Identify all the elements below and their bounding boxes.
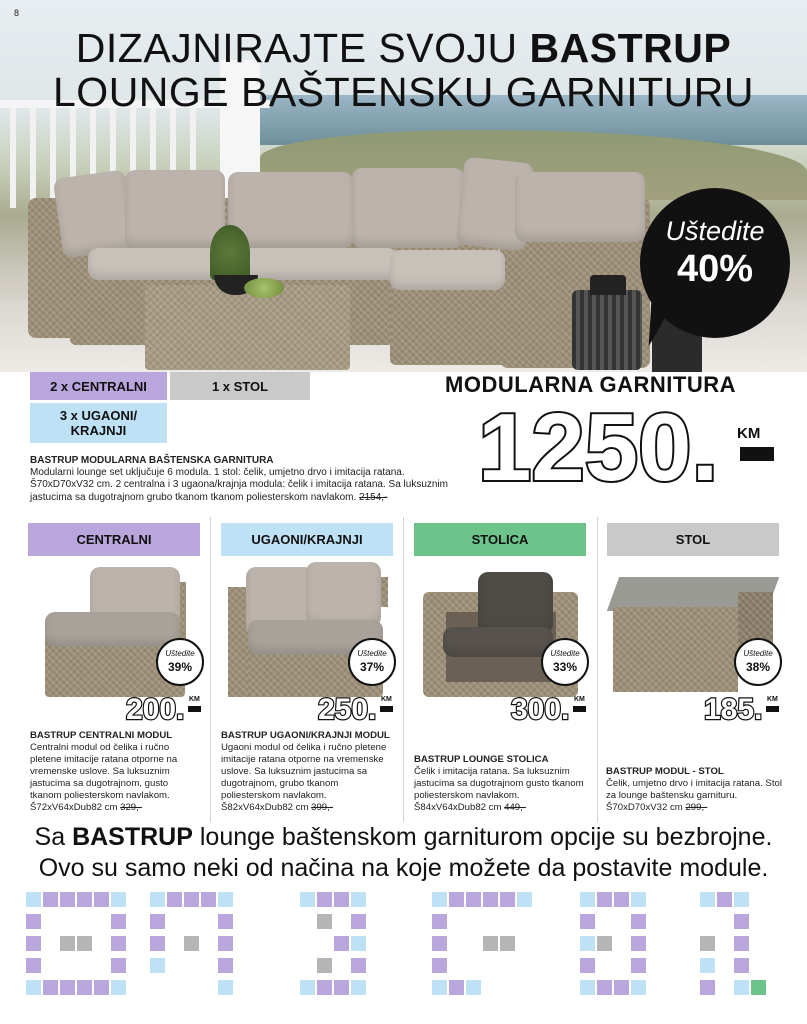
layout-tile — [734, 892, 749, 907]
layout-tile — [432, 892, 447, 907]
layout-tile — [580, 892, 595, 907]
layout-tile — [734, 958, 749, 973]
layout-tile — [334, 980, 349, 995]
bottom-tagline: Sa BASTRUP lounge baštenskom garniturom opcije su bezbrojne. Ovo su samo neki od načina na koje možete da postavite module. — [34, 823, 773, 882]
set-currency: KM — [737, 425, 761, 442]
product-header-stol: STOL — [607, 523, 779, 556]
layout-tile — [43, 980, 58, 995]
product-price: 200. — [126, 693, 185, 726]
layout-tile — [351, 936, 366, 951]
layout-tile — [60, 936, 75, 951]
layout-tile — [60, 892, 75, 907]
layout-tile — [317, 892, 332, 907]
product-description: BASTRUP CENTRALNI MODUL Centralni modul od čelika i ručno pletene imitacije ratana otporne na vremenske uslove. Sa luksuznim jastucima sa dugotrajnom, gusto tkanom poliesterskom navlakom. Š72xV64xDub82 cm 329,- — [30, 730, 178, 813]
layout-tile — [483, 936, 498, 951]
product-currency: KM — [574, 696, 585, 703]
product-save-badge: Uštedite 33% — [541, 638, 589, 686]
layout-tile — [751, 980, 766, 995]
chip-ugaoni: 3 x UGAONI/ KRAJNJI — [30, 403, 167, 443]
layout-tile — [597, 936, 612, 951]
layout-tile — [631, 914, 646, 929]
price-dash — [766, 706, 779, 712]
layout-tile — [111, 958, 126, 973]
module-layout-diagrams — [0, 890, 807, 1024]
layout-tile — [150, 936, 165, 951]
save-badge: Uštedite 40% — [640, 188, 790, 338]
layout-tile — [77, 936, 92, 951]
layout-tile — [432, 958, 447, 973]
layout-tile — [351, 958, 366, 973]
layout-tile — [300, 892, 315, 907]
price-dash — [188, 706, 201, 712]
layout-tile — [483, 892, 498, 907]
layout-tile — [26, 936, 41, 951]
layout-tile — [631, 936, 646, 951]
layout-tile — [77, 892, 92, 907]
product-header-stolica: STOLICA — [414, 523, 586, 556]
product-description: BASTRUP MODUL - STOL Čelik, umjetno drvo i imitacija ratana. Stol za lounge baštensku garnituru. Š70xD70xV32 cm 299,- — [606, 766, 782, 813]
layout-tile — [26, 958, 41, 973]
layout-tile — [218, 980, 233, 995]
product-currency: KM — [189, 696, 200, 703]
set-price: 1250. — [478, 394, 719, 501]
product-save-badge: Uštedite 38% — [734, 638, 782, 686]
layout-tile — [517, 892, 532, 907]
set-description: BASTRUP MODULARNA BAŠTENSKA GARNITURA Modularni lounge set uključuje 6 modula. 1 stol: čelik, umjetno drvo i imitacija ratana. Š70xD70xV32 cm. 2 centralna i 3 ugaona/krajnja modula: čelik i imitacija ratana. Sa luksuznim jastucima sa dugotrajnom grubo tkanom tkanom poliesterskom navlakom. 2154,- — [30, 455, 448, 503]
layout-tile — [432, 980, 447, 995]
layout-tile — [580, 958, 595, 973]
layout-tile — [150, 892, 165, 907]
product-price: 250. — [318, 693, 377, 726]
layout-tile — [700, 892, 715, 907]
layout-tile — [631, 892, 646, 907]
layout-tile — [26, 892, 41, 907]
product-price: 300. — [511, 693, 570, 726]
column-divider — [403, 517, 404, 822]
layout-tile — [218, 936, 233, 951]
product-currency: KM — [381, 696, 392, 703]
layout-tile — [334, 892, 349, 907]
layout-tile — [317, 958, 332, 973]
layout-tile — [449, 980, 464, 995]
layout-tile — [700, 958, 715, 973]
page-number: 8 — [14, 8, 20, 18]
layout-tile — [432, 936, 447, 951]
chip-stol: 1 x STOL — [170, 372, 310, 400]
layout-tile — [466, 892, 481, 907]
layout-tile — [614, 892, 629, 907]
layout-tile — [201, 892, 216, 907]
layout-tile — [734, 914, 749, 929]
layout-tile — [167, 892, 182, 907]
layout-tile — [466, 980, 481, 995]
layout-tile — [449, 892, 464, 907]
layout-tile — [351, 892, 366, 907]
product-header-ugaoni: UGAONI/KRAJNJI — [221, 523, 393, 556]
product-save-badge: Uštedite 37% — [348, 638, 396, 686]
set-title: MODULARNA GARNITURA — [445, 372, 736, 397]
column-divider — [597, 517, 598, 822]
layout-tile — [218, 958, 233, 973]
layout-tile — [700, 980, 715, 995]
layout-tile — [500, 936, 515, 951]
product-save-badge: Uštedite 39% — [156, 638, 204, 686]
price-dash — [380, 706, 393, 712]
layout-tile — [351, 980, 366, 995]
lounge-sofa-illustration — [0, 150, 700, 370]
layout-tile — [77, 980, 92, 995]
layout-tile — [317, 980, 332, 995]
layout-tile — [734, 980, 749, 995]
chip-centralni: 2 x CENTRALNI — [30, 372, 167, 400]
layout-tile — [184, 936, 199, 951]
layout-tile — [614, 980, 629, 995]
set-old-price: 2154,- — [359, 491, 388, 503]
product-header-centralni: CENTRALNI — [28, 523, 200, 556]
layout-tile — [184, 892, 199, 907]
layout-tile — [300, 980, 315, 995]
price-dash — [573, 706, 586, 712]
layout-tile — [500, 892, 515, 907]
layout-tile — [150, 958, 165, 973]
layout-tile — [218, 892, 233, 907]
layout-tile — [597, 980, 612, 995]
layout-tile — [111, 980, 126, 995]
product-description: BASTRUP LOUNGE STOLICA Čelik i imitacija ratana. Sa luksuznim jastucima sa dugotrajnom gusto tkanom poliesterskom navlakom. Š84xV64xDub82 cm 449,- — [414, 754, 584, 813]
layout-tile — [432, 914, 447, 929]
column-divider — [210, 517, 211, 822]
layout-tile — [700, 936, 715, 951]
layout-tile — [351, 914, 366, 929]
product-description: BASTRUP UGAONI/KRAJNJI MODUL Ugaoni modul od čelika i ručno pletene imitacije ratana otporne na vremenske uslove. Sa luksuznim jastucima sa dugotrajnom, grubo tkanom poliesterskom navlakom. Š82xV64xDub82 cm 399,- — [221, 730, 390, 813]
layout-tile — [317, 914, 332, 929]
layout-tile — [580, 936, 595, 951]
product-currency: KM — [767, 696, 778, 703]
layout-tile — [60, 980, 75, 995]
layout-tile — [734, 936, 749, 951]
layout-tile — [111, 914, 126, 929]
layout-tile — [150, 914, 165, 929]
hero-title: DIZAJNIRAJTE SVOJU BASTRUP LOUNGE BAŠTENSKU GARNITURU — [53, 25, 754, 115]
price-dash — [740, 447, 774, 461]
layout-tile — [597, 892, 612, 907]
layout-tile — [111, 936, 126, 951]
layout-tile — [43, 892, 58, 907]
layout-tile — [26, 980, 41, 995]
layout-tile — [94, 892, 109, 907]
layout-tile — [334, 936, 349, 951]
layout-tile — [580, 914, 595, 929]
layout-tile — [94, 980, 109, 995]
layout-tile — [218, 914, 233, 929]
layout-tile — [717, 892, 732, 907]
layout-tile — [26, 914, 41, 929]
layout-tile — [631, 958, 646, 973]
layout-tile — [580, 980, 595, 995]
layout-tile — [111, 892, 126, 907]
product-price: 185. — [704, 693, 763, 726]
layout-tile — [631, 980, 646, 995]
